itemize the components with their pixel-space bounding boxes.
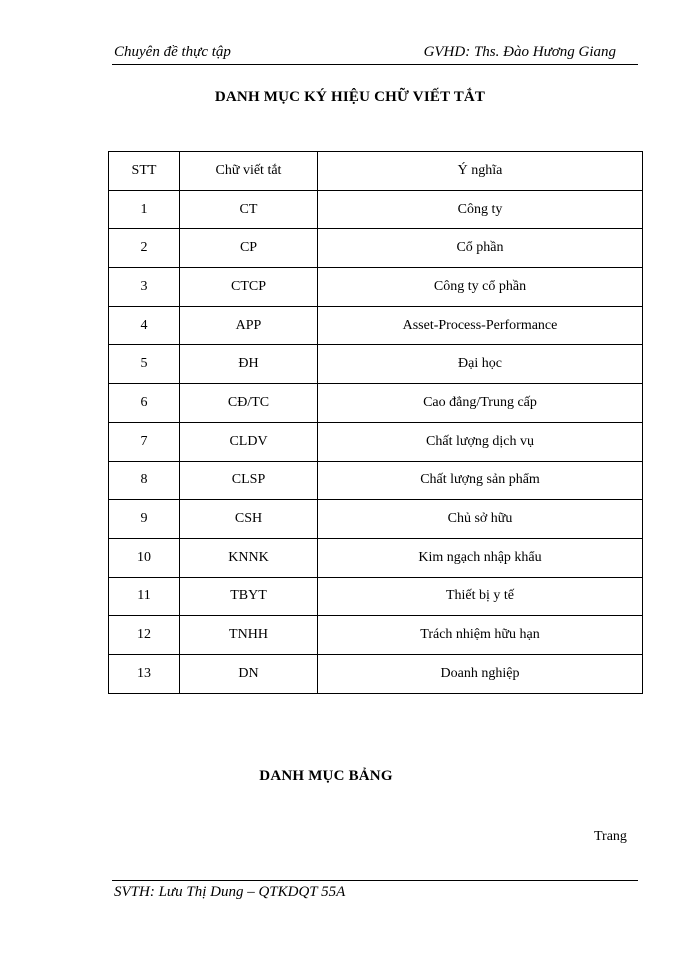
cell-stt: 7	[109, 422, 180, 461]
cell-meaning: Cổ phần	[318, 229, 643, 268]
cell-meaning: Asset-Process-Performance	[318, 306, 643, 345]
cell-stt: 11	[109, 577, 180, 616]
abbreviations-table	[108, 151, 643, 694]
cell-meaning: Cao đẳng/Trung cấp	[318, 384, 643, 423]
abbreviations-title: DANH MỤC KÝ HIỆU CHỮ VIẾT TẮT	[214, 89, 486, 105]
table-row	[109, 268, 643, 307]
page-column-label: Trang	[594, 829, 627, 844]
cell-stt: 10	[109, 538, 180, 577]
cell-meaning: Chất lượng dịch vụ	[318, 422, 643, 461]
cell-meaning: Công ty cổ phần	[318, 268, 643, 307]
cell-abbreviation: TBYT	[180, 577, 318, 616]
cell-stt: 13	[109, 654, 180, 693]
cell-meaning: Đại học	[318, 345, 643, 384]
table-row	[109, 190, 643, 229]
table-row	[109, 461, 643, 500]
cell-meaning: Trách nhiệm hữu hạn	[318, 616, 643, 655]
table-header-row	[109, 152, 643, 191]
cell-abbreviation: DN	[180, 654, 318, 693]
header-right-text: GVHD: Ths. Đào Hương Giang	[423, 44, 616, 60]
table-row	[109, 422, 643, 461]
cell-stt: 2	[109, 229, 180, 268]
cell-abbreviation: CĐ/TC	[180, 384, 318, 423]
column-header-abbreviation: Chữ viết tắt	[180, 152, 318, 191]
cell-stt: 3	[109, 268, 180, 307]
footer-divider	[112, 880, 638, 881]
cell-meaning: Doanh nghiệp	[318, 654, 643, 693]
table-row	[109, 616, 643, 655]
table-body	[109, 190, 643, 693]
table-row	[109, 345, 643, 384]
column-header-meaning: Ý nghĩa	[318, 152, 643, 191]
cell-meaning: Chủ sở hữu	[318, 500, 643, 539]
cell-stt: 9	[109, 500, 180, 539]
table-row	[109, 577, 643, 616]
tables-list-title: DANH MỤC BẢNG	[259, 768, 393, 784]
cell-meaning: Chất lượng sản phẩm	[318, 461, 643, 500]
table-row	[109, 538, 643, 577]
table-row	[109, 384, 643, 423]
column-header-stt: STT	[109, 152, 180, 191]
table-row	[109, 229, 643, 268]
page-header	[112, 44, 638, 65]
cell-abbreviation: KNNK	[180, 538, 318, 577]
cell-abbreviation: CTCP	[180, 268, 318, 307]
cell-abbreviation: APP	[180, 306, 318, 345]
table-row	[109, 500, 643, 539]
cell-abbreviation: CLDV	[180, 422, 318, 461]
cell-abbreviation: TNHH	[180, 616, 318, 655]
cell-meaning: Kim ngạch nhập khẩu	[318, 538, 643, 577]
cell-meaning: Thiết bị y tế	[318, 577, 643, 616]
table-row	[109, 654, 643, 693]
cell-stt: 6	[109, 384, 180, 423]
cell-stt: 1	[109, 190, 180, 229]
cell-meaning: Công ty	[318, 190, 643, 229]
header-left-text: Chuyên đề thực tập	[114, 44, 231, 60]
cell-abbreviation: ĐH	[180, 345, 318, 384]
cell-abbreviation: CP	[180, 229, 318, 268]
cell-stt: 5	[109, 345, 180, 384]
cell-abbreviation: CLSP	[180, 461, 318, 500]
footer-text: SVTH: Lưu Thị Dung – QTKDQT 55A	[114, 884, 346, 900]
cell-stt: 12	[109, 616, 180, 655]
cell-stt: 8	[109, 461, 180, 500]
table-row	[109, 306, 643, 345]
cell-abbreviation: CSH	[180, 500, 318, 539]
cell-abbreviation: CT	[180, 190, 318, 229]
cell-stt: 4	[109, 306, 180, 345]
